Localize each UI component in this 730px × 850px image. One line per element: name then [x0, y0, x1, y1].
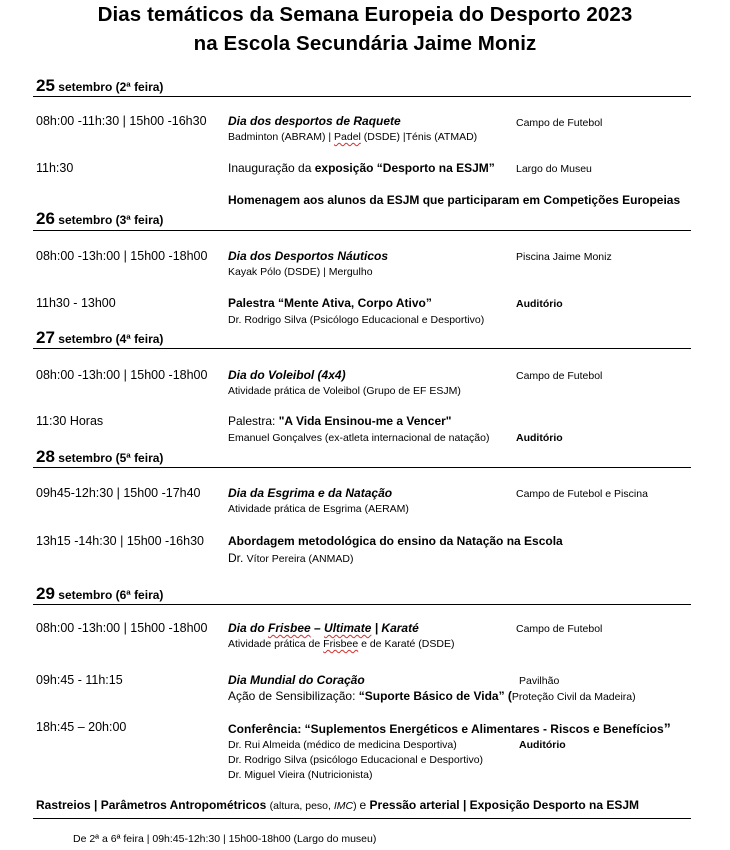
divider — [33, 96, 691, 97]
event-time: 11h30 - 13h00 — [36, 296, 116, 310]
event-detail: Ação de Sensibilização: “Suporte Básico de Vida” (Proteção Civil da Madeira) — [228, 689, 636, 703]
day-number: 29 — [36, 584, 55, 603]
event-location: Auditório — [519, 739, 566, 751]
event-title: Conferência: “Suplementos Energéticos e Alimentares - Riscos e Benefícios” — [228, 720, 671, 736]
event-title: Dia do Frisbee – Ultimate | Karaté — [228, 621, 419, 635]
speaker: Dr. Rui Almeida (médico de medicina Desportiva) — [228, 739, 457, 751]
event-detail: Atividade prática de Frisbee e de Karaté (DSDE) — [228, 638, 455, 650]
event-title: Inauguração da exposição “Desporto na ESJM” — [228, 161, 495, 175]
divider — [33, 604, 691, 605]
event-location: Auditório — [516, 432, 563, 444]
event-title: Homenagem aos alunos da ESJM que participaram em Competições Europeias — [228, 193, 681, 207]
day-number: 25 — [36, 76, 55, 95]
day-label: setembro (5ª feira) — [58, 451, 164, 465]
event-time: 08h:00 -11h:30 | 15h00 -16h30 — [36, 114, 207, 128]
event-location: Largo do Museu — [516, 163, 592, 175]
event-detail: Dr. Rodrigo Silva (Psicólogo Educacional e Desportivo) — [228, 314, 485, 326]
event-time: 11:30 Horas — [36, 414, 104, 428]
event-title: Dia dos desportos de Raquete — [228, 114, 401, 128]
event-location: Campo de Futebol e Piscina — [516, 488, 648, 500]
event-time: 13h15 -14h:30 | 15h00 -16h30 — [36, 534, 204, 548]
day-heading — [36, 76, 163, 96]
speaker: Dr. Miguel Vieira (Nutricionista) — [228, 769, 373, 781]
event-detail: Dr. Vítor Pereira (ANMAD) — [228, 551, 354, 565]
day-heading — [36, 328, 163, 348]
event-detail: Badminton (ABRAM) | Padel (DSDE) |Ténis (ATMAD) — [228, 131, 478, 143]
event-time: 09h:45 - 11h:15 — [36, 673, 123, 687]
footer-screening: Rastreios | Parâmetros Antropométricos (altura, peso, IMC) e Pressão arterial | Exposição Desporto na ESJM — [36, 798, 640, 812]
event-location: Piscina Jaime Moniz — [516, 251, 612, 263]
event-time: 18h:45 – 20h:00 — [36, 720, 127, 734]
day-number: 26 — [36, 209, 55, 228]
event-title: Palestra “Mente Ativa, Corpo Ativo” — [228, 296, 432, 310]
day-number: 27 — [36, 328, 55, 347]
event-location: Pavilhão — [519, 675, 560, 687]
day-heading — [36, 584, 163, 604]
event-title: Dia dos Desportos Náuticos — [228, 249, 389, 263]
event-location: Auditório — [516, 298, 563, 310]
event-time: 08h:00 -13h:00 | 15h00 -18h00 — [36, 368, 208, 382]
event-title: Dia do Voleibol (4x4) — [228, 368, 346, 382]
divider — [33, 467, 691, 468]
event-time: 08h:00 -13h:00 | 15h00 -18h00 — [36, 249, 208, 263]
footer-schedule: De 2ª a 6ª feira | 09h:45-12h:30 | 15h00-18h00 (Largo do museu) — [73, 833, 377, 845]
event-location: Campo de Futebol — [516, 623, 603, 635]
day-heading — [36, 447, 163, 467]
event-detail: Atividade prática de Voleibol (Grupo de EF ESJM) — [228, 385, 461, 397]
event-location: Campo de Futebol — [516, 370, 603, 382]
event-title: Dia Mundial do Coração — [228, 673, 365, 687]
event-title: Dia da Esgrima e da Natação — [228, 486, 393, 500]
day-label: setembro (3ª feira) — [58, 213, 164, 227]
event-detail: Atividade prática de Esgrima (AERAM) — [228, 503, 409, 515]
divider — [33, 348, 691, 349]
day-label: setembro (6ª feira) — [58, 588, 164, 602]
speaker: Dr. Rodrigo Silva (psicólogo Educacional e Desportivo) — [228, 754, 484, 766]
event-time: 09h45-12h:30 | 15h00 -17h40 — [36, 486, 201, 500]
day-label: setembro (2ª feira) — [58, 80, 164, 94]
event-title: Abordagem metodológica do ensino da Natação na Escola — [228, 534, 563, 548]
event-detail: Emanuel Gonçalves (ex-atleta internacional de natação) — [228, 432, 490, 444]
divider — [33, 230, 691, 231]
day-number: 28 — [36, 447, 55, 466]
page-title: Dias temáticos da Semana Europeia do Desporto 2023 — [97, 3, 633, 26]
page-subtitle: na Escola Secundária Jaime Moniz — [193, 32, 537, 55]
day-heading — [36, 209, 163, 229]
event-detail: Kayak Pólo (DSDE) | Mergulho — [228, 266, 373, 278]
event-time: 11h:30 — [36, 161, 74, 175]
event-title: Palestra: "A Vida Ensinou-me a Vencer" — [228, 414, 452, 428]
event-time: 08h:00 -13h:00 | 15h00 -18h00 — [36, 621, 208, 635]
day-label: setembro (4ª feira) — [58, 332, 164, 346]
event-location: Campo de Futebol — [516, 117, 603, 129]
divider — [33, 818, 691, 819]
